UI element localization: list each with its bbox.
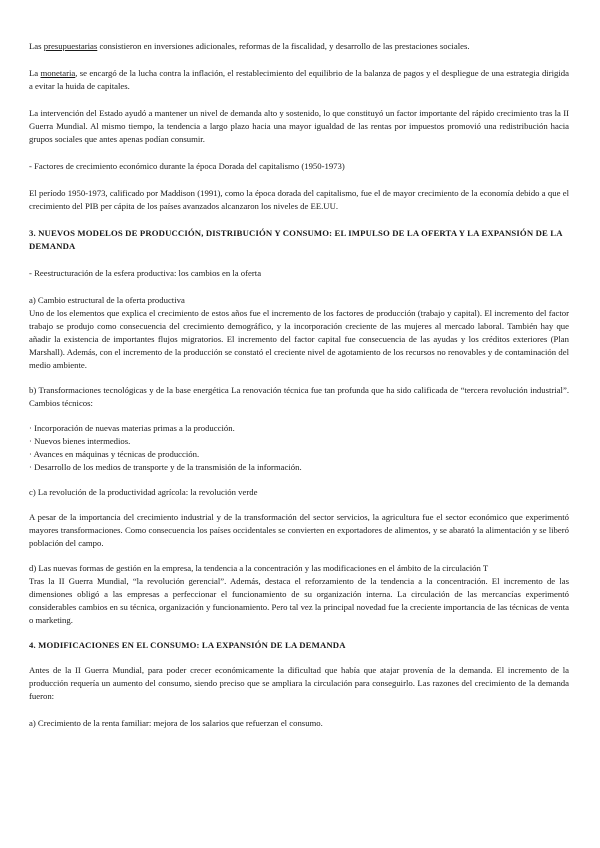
point-a-body: Uno de los elementos que explica el crecimiento de estos años fue el incremento de los factores de producción (trabajo y capital). El incremento del factor trabajo se produjo como consecuencia del crecimiento demográfico, y la incorporación creciente de las mujeres al mercado laboral. También hay que añadir la existencia de importantes flujos migratorios. El incremento del factor capital fue consecuencia de las ayudas y los créditos exteriores (Plan Marshall). Además, con el incremento de la producción se constató el creciente nivel de agotamiento de los recursos no renovables y de contaminación del medio ambiente. bbox=[29, 308, 569, 370]
paragraph-presupuestarias bbox=[29, 40, 569, 53]
paragraph-intervencion-estado: La intervención del Estado ayudó a mantener un nivel de demanda alto y sostenido, lo que constituyó un factor importante del rápido crecimiento tras la II Guerra Mundial. Al mismo tiempo, la tendencia a largo plazo hacia una mayor igualdad de las rentas por impuestos promovió una redistribución hacia grupos sociales que antes apenas podían consumir. bbox=[29, 108, 569, 144]
point-a-title: a) Cambio estructural de la oferta productiva bbox=[29, 295, 185, 305]
paragraph-monetaria bbox=[29, 67, 569, 93]
document-content bbox=[29, 40, 569, 730]
underlined-term-monetaria: monetaria bbox=[40, 68, 76, 78]
list-item: · Desarrollo de los medios de transporte y de la transmisión de la información. bbox=[29, 462, 302, 472]
point-c-body: A pesar de la importancia del crecimiento industrial y de la transformación del sector servicios, la agricultura fue el sector económico que experimentó mayores transformaciones. Como consecuencia los países occidentales se convierten en exportadores de alimentos, y se abarató la alimentación y se liberó población del campo. bbox=[29, 512, 569, 548]
text-fragment: La bbox=[29, 68, 41, 78]
subheading-reestructuracion: - Reestructuración de la esfera productiva: los cambios en la oferta bbox=[29, 268, 262, 278]
point-d-title: d) Las nuevas formas de gestión en la empresa, la tendencia a la concentración y las modificaciones en el ámbito de la circulación T bbox=[29, 563, 489, 573]
text-fragment: Las bbox=[29, 41, 44, 51]
section-3-title: 3. NUEVOS MODELOS DE PRODUCCIÓN, DISTRIBUCIÓN Y CONSUMO: EL IMPULSO DE LA OFERTA Y LA EXPANSIÓN DE LA DEMANDA bbox=[29, 228, 563, 251]
paragraph-periodo: El período 1950-1973, calificado por Maddison (1991), como la época dorada del capitalismo, fue el de mayor crecimiento de la economía debido a que el crecimiento del PIB per cápita de los países avanzados alcanzaron los niveles de EE.UU. bbox=[29, 188, 569, 211]
paragraph-antes: Antes de la II Guerra Mundial, para poder crecer económicamente la dificultad que había que atajar provenía de la demanda. El incremento de la producción requería un aumento del consumo, siendo preciso que se ampliara la circulación para conseguirlo. Las razones del crecimiento de la demanda fueron: bbox=[29, 665, 569, 701]
list-item: · Nuevos bienes intermedios. bbox=[29, 436, 131, 446]
point-d-body: Tras la II Guerra Mundial, “la revolución gerencial”. Además, destaca el reforzamiento de la tendencia a la concentración. El incremento de las dimensiones obligó a las empresas a perfeccionar el funcionamiento de su organización interna. La circulación de las mercancías experimentó considerables cambios en su técnica, organización y funcionamiento. Pero tal vez la principal novedad fue la creciente importancia de las técnicas de venta o marketing. bbox=[29, 576, 569, 625]
list-item: · Incorporación de nuevas materias primas a la producción. bbox=[29, 423, 235, 433]
technical-changes-list bbox=[29, 422, 569, 474]
point-b-intro: b) Transformaciones tecnológicas y de la base energética La renovación técnica fue tan profunda que ha sido calificada de “tercera revolución industrial”. Cambios técnicos: bbox=[29, 385, 569, 408]
point-a2-title: a) Crecimiento de la renta familiar: mejora de los salarios que refuerzan el consumo. bbox=[29, 718, 323, 728]
point-c-title: c) La revolución de la productividad agrícola: la revolución verde bbox=[29, 487, 258, 497]
text-fragment: , se encargó de la lucha contra la inflación, el restablecimiento del equilibrio de la balanza de pagos y el despliegue de una estrategia dirigida a evitar la huida de capitales. bbox=[29, 68, 569, 91]
list-item: · Avances en máquinas y técnicas de producción. bbox=[29, 449, 200, 459]
subheading-factores: - Factores de crecimiento económico durante la época Dorada del capitalismo (1950-1973) bbox=[29, 161, 345, 171]
text-fragment: consistieron en inversiones adicionales, reformas de la fiscalidad, y desarrollo de las prestaciones sociales. bbox=[97, 41, 470, 51]
section-4-title: 4. MODIFICACIONES EN EL CONSUMO: LA EXPANSIÓN DE LA DEMANDA bbox=[29, 640, 346, 650]
underlined-term-presupuestarias: presupuestarias bbox=[43, 41, 98, 51]
